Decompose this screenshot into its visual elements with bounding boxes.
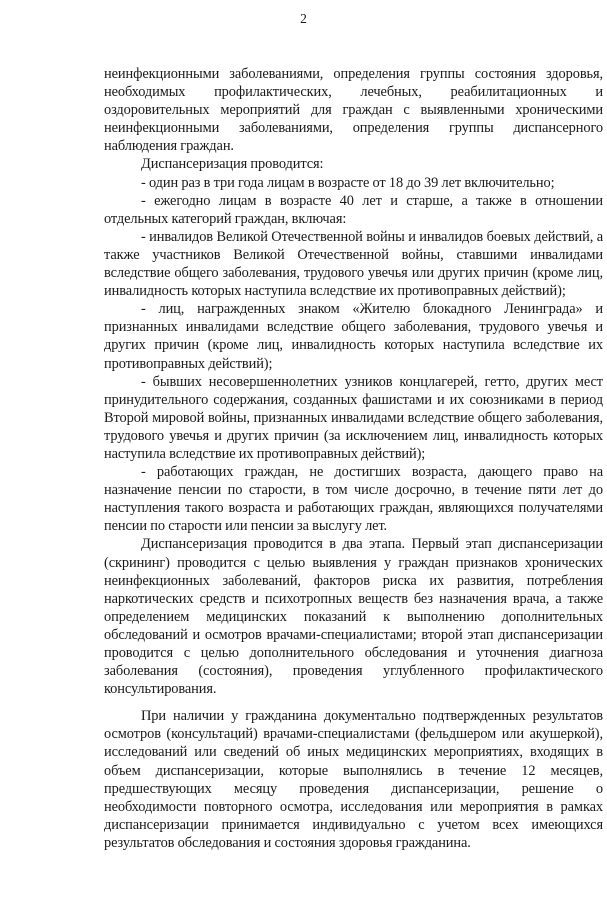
paragraph-dispensary-intro: Диспансеризация проводится: bbox=[141, 156, 324, 173]
list-item-camp-prisoners: - бывших несовершеннолетних узников концлагерей, гетто, других мест принудительного содержания, созданных фашистами и их союзниками в период Второй мировой войны, признанных инвалидами вследствие общего заболевания, трудового увечья и других причин (за исключением лиц, инвалидность которых наступила вследствие их противоправных действий); bbox=[104, 373, 603, 462]
list-item-leningrad-siege: - лиц, награжденных знаком «Жителю блокадного Ленинграда» и признанных инвалидами вследствие общего заболевания, трудового увечья и других причин (кроме лиц, инвалидность которых наступила вследствие их противоправных действий); bbox=[104, 301, 603, 372]
list-item-age-18-39: - один раз в три года лицам в возрасте от 18 до 39 лет включительно; bbox=[141, 174, 555, 191]
document-body bbox=[104, 65, 603, 852]
paragraph-prior-results: При наличии у гражданина документально подтвержденных результатов осмотров (консультаций) врачами-специалистами (фельдшером или акушеркой), исследований или сведений об иных медицинских мероприятиях, входящих в объем диспансеризации, которые выполнялись в течение 12 месяцев, предшествующих месяцу проведения диспансеризации, решение о необходимости повторного осмотра, исследования или мероприятия в рамках диспансеризации принимается индивидуально с учетом всех имеющихся результатов обследования и состояния здоровья гражданина. bbox=[104, 708, 603, 851]
list-item-working-citizens: - работающих граждан, не достигших возраста, дающего право на назначение пенсии по старости, в том числе досрочно, в течение пяти лет до наступления такого возраста и работающих граждан, являющихся получателями пенсии по старости или пенсии за выслугу лет. bbox=[104, 464, 603, 535]
list-item-age-40-plus: - ежегодно лицам в возрасте 40 лет и старше, а также в отношении отдельных категорий граждан, включая: bbox=[104, 192, 603, 227]
page-number: 2 bbox=[300, 11, 307, 26]
paragraph-continuation: неинфекционными заболеваниями, определения группы состояния здоровья, необходимых профилактических, лечебных, реабилитационных и оздоровительных мероприятий для граждан с выявленными хроническими неинфекционными заболеваниями, определения группы диспансерного наблюдения граждан. bbox=[104, 66, 603, 155]
paragraph-two-stages: Диспансеризация проводится в два этапа. Первый этап диспансеризации (скрининг) проводится с целью выявления у граждан признаков хронических неинфекционных заболеваний, факторов риска их развития, потребления наркотических средств и психотропных веществ без назначения врача, а также определением медицинских показаний к выполнению дополнительных обследований и осмотров врачами-специалистами; второй этап диспансеризации проводится с целью дополнительного обследования и уточнения диагноза заболевания (состояния), проведения углубленного профилактического консультирования. bbox=[104, 536, 603, 698]
list-item-war-invalids: - инвалидов Великой Отечественной войны и инвалидов боевых действий, а также участников Великой Отечественной войны, ставшими инвалидами вследствие общего заболевания, трудового увечья или других причин (кроме лиц, инвалидность которых наступила вследствие их противоправных действий); bbox=[104, 228, 603, 300]
